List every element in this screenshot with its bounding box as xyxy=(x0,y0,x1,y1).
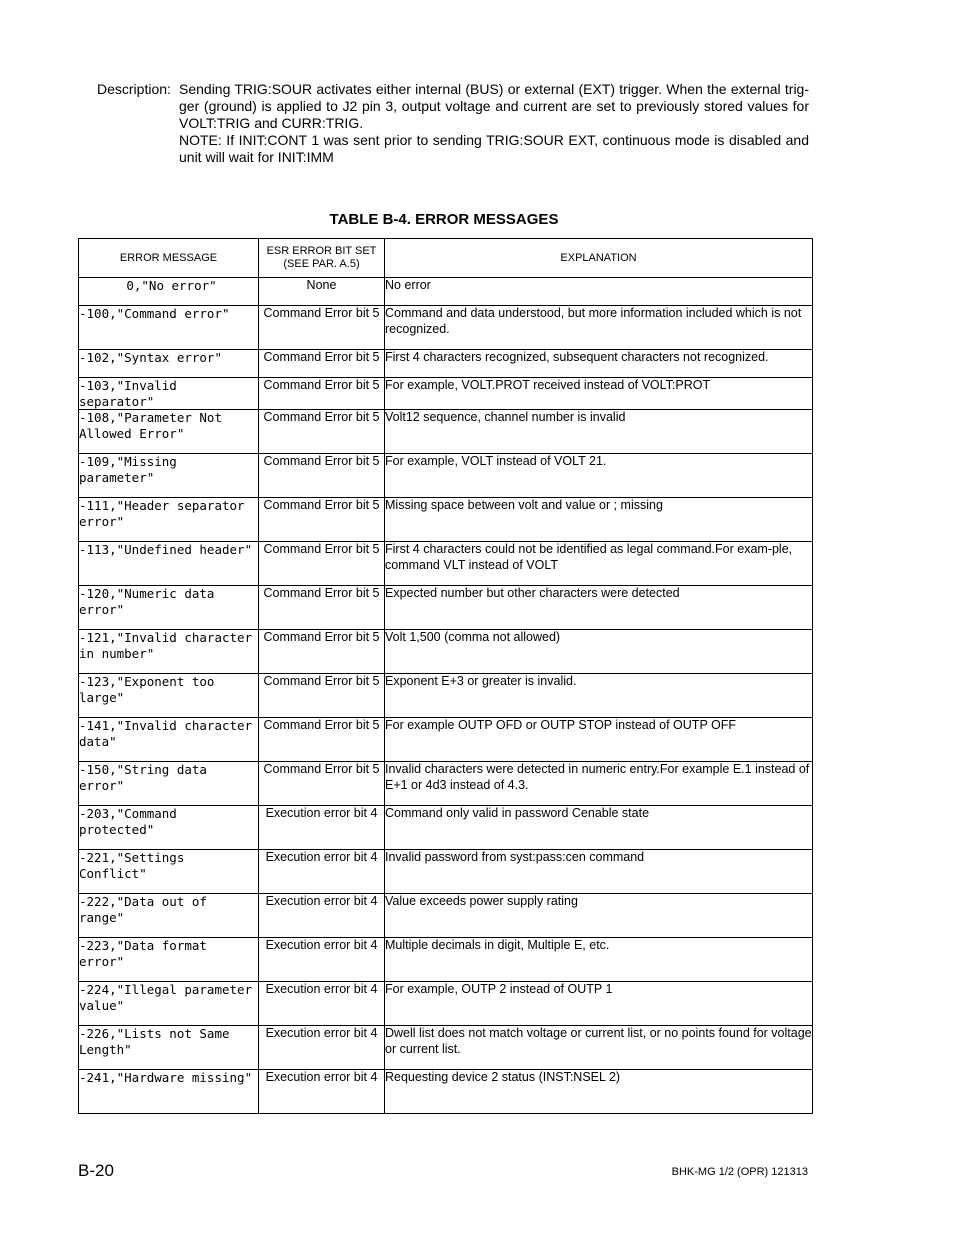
error-message-cell: -103,"Invalid separator" xyxy=(79,378,259,410)
description-paragraph: Sending TRIG:SOUR activates either internal (BUS) or external (EXT) trigger. When the external trig-ger (ground) is applied to J2 pin 3, output voltage and current are set to previously stored values for VOLT:TRIG and CURR:TRIG. xyxy=(179,81,809,131)
explanation-cell: Volt 1,500 (comma not allowed) xyxy=(385,630,813,674)
error-message-cell: -123,"Exponent too large" xyxy=(79,674,259,718)
table-row xyxy=(79,718,813,762)
page-number: B-20 xyxy=(78,1161,114,1180)
esr-bit-cell: Command Error bit 5 xyxy=(259,718,385,762)
esr-bit-cell: Command Error bit 5 xyxy=(259,454,385,498)
error-message-cell: -108,"Parameter Not Allowed Error" xyxy=(79,410,259,454)
esr-bit-cell: Execution error bit 4 xyxy=(259,1070,385,1114)
esr-bit-cell: Execution error bit 4 xyxy=(259,938,385,982)
table-row xyxy=(79,378,813,410)
explanation-cell: For example, OUTP 2 instead of OUTP 1 xyxy=(385,982,813,1026)
explanation-cell: First 4 characters could not be identified as legal command.For exam-ple, command VLT instead of VOLT xyxy=(385,542,813,586)
table-row xyxy=(79,586,813,630)
table-row xyxy=(79,542,813,586)
explanation-cell: Requesting device 2 status (INST:NSEL 2) xyxy=(385,1070,813,1114)
error-message-cell: -100,"Command error" xyxy=(79,306,259,350)
explanation-cell: Exponent E+3 or greater is invalid. xyxy=(385,674,813,718)
esr-bit-cell: None xyxy=(259,278,385,306)
table-row xyxy=(79,498,813,542)
error-message-cell: -111,"Header separator error" xyxy=(79,498,259,542)
error-message-cell: -224,"Illegal parameter value" xyxy=(79,982,259,1026)
explanation-cell: Multiple decimals in digit, Multiple E, etc. xyxy=(385,938,813,982)
table-row xyxy=(79,350,813,378)
table-row xyxy=(79,938,813,982)
error-message-cell: -222,"Data out of range" xyxy=(79,894,259,938)
table-row xyxy=(79,630,813,674)
table-row xyxy=(79,674,813,718)
explanation-cell: For example OUTP OFD or OUTP STOP instead of OUTP OFF xyxy=(385,718,813,762)
table-row xyxy=(79,894,813,938)
explanation-cell: First 4 characters recognized, subsequent characters not recognized. xyxy=(385,350,813,378)
esr-bit-cell: Execution error bit 4 xyxy=(259,894,385,938)
explanation-cell: No error xyxy=(385,278,813,306)
esr-bit-cell: Execution error bit 4 xyxy=(259,806,385,850)
table-row xyxy=(79,454,813,498)
description-label: Description: xyxy=(97,81,171,97)
error-messages-table xyxy=(78,238,813,1114)
error-message-cell: -102,"Syntax error" xyxy=(79,350,259,378)
esr-bit-cell: Command Error bit 5 xyxy=(259,674,385,718)
error-message-cell: -223,"Data format error" xyxy=(79,938,259,982)
esr-bit-cell: Command Error bit 5 xyxy=(259,350,385,378)
explanation-cell: Dwell list does not match voltage or current list, or no points found for voltage or current list. xyxy=(385,1026,813,1070)
table-row xyxy=(79,806,813,850)
esr-bit-cell: Execution error bit 4 xyxy=(259,1026,385,1070)
description-block xyxy=(97,81,809,166)
error-message-cell: -113,"Undefined header" xyxy=(79,542,259,586)
table-row xyxy=(79,306,813,350)
esr-bit-cell: Command Error bit 5 xyxy=(259,586,385,630)
esr-bit-cell: Command Error bit 5 xyxy=(259,630,385,674)
column-header-error-message: ERROR MESSAGE xyxy=(79,239,259,278)
esr-bit-cell: Command Error bit 5 xyxy=(259,306,385,350)
table-header-row xyxy=(79,239,813,278)
explanation-cell: Expected number but other characters were detected xyxy=(385,586,813,630)
esr-bit-cell: Command Error bit 5 xyxy=(259,498,385,542)
explanation-cell: Missing space between volt and value or ; missing xyxy=(385,498,813,542)
error-message-cell: -150,"String data error" xyxy=(79,762,259,806)
esr-bit-cell: Command Error bit 5 xyxy=(259,762,385,806)
error-message-cell: -109,"Missing parameter" xyxy=(79,454,259,498)
column-header-explanation: EXPLANATION xyxy=(385,239,813,278)
explanation-cell: For example, VOLT.PROT received instead of VOLT:PROT xyxy=(385,378,813,410)
error-message-cell: -141,"Invalid character data" xyxy=(79,718,259,762)
explanation-cell: Command only valid in password Cenable state xyxy=(385,806,813,850)
error-message-cell: -121,"Invalid character in number" xyxy=(79,630,259,674)
explanation-cell: Invalid password from syst:pass:cen command xyxy=(385,850,813,894)
error-message-cell: -241,"Hardware missing" xyxy=(79,1070,259,1114)
document-id: BHK-MG 1/2 (OPR) 121313 xyxy=(671,1166,808,1178)
table-row xyxy=(79,762,813,806)
explanation-cell: Volt12 sequence, channel number is invalid xyxy=(385,410,813,454)
explanation-cell: Command and data understood, but more information included which is not recognized. xyxy=(385,306,813,350)
esr-bit-cell: Command Error bit 5 xyxy=(259,410,385,454)
explanation-cell: Invalid characters were detected in numeric entry.For example E.1 instead of E+1 or 4d3 instead of 4.3. xyxy=(385,762,813,806)
table-row xyxy=(79,410,813,454)
error-message-cell: 0,"No error" xyxy=(79,278,259,306)
table-row xyxy=(79,850,813,894)
esr-bit-cell: Execution error bit 4 xyxy=(259,982,385,1026)
esr-bit-cell: Command Error bit 5 xyxy=(259,542,385,586)
error-message-cell: -120,"Numeric data error" xyxy=(79,586,259,630)
description-note: NOTE: If INIT:CONT 1 was sent prior to sending TRIG:SOUR EXT, continuous mode is disabled and unit will wait for INIT:IMM xyxy=(179,132,809,165)
explanation-cell: For example, VOLT instead of VOLT 21. xyxy=(385,454,813,498)
esr-bit-cell: Command Error bit 5 xyxy=(259,378,385,410)
error-message-cell: -226,"Lists not Same Length" xyxy=(79,1026,259,1070)
table-body xyxy=(79,278,813,1114)
explanation-cell: Value exceeds power supply rating xyxy=(385,894,813,938)
esr-bit-cell: Execution error bit 4 xyxy=(259,850,385,894)
table-title: TABLE B-4. ERROR MESSAGES xyxy=(329,211,559,228)
table-row xyxy=(79,982,813,1026)
table-row xyxy=(79,1026,813,1070)
table-row xyxy=(79,1070,813,1114)
error-message-cell: -203,"Command protected" xyxy=(79,806,259,850)
table-row xyxy=(79,278,813,306)
error-message-cell: -221,"Settings Conflict" xyxy=(79,850,259,894)
column-header-esr-bit: ESR ERROR BIT SET (SEE PAR. A.5) xyxy=(259,239,385,278)
description-body xyxy=(179,81,809,166)
